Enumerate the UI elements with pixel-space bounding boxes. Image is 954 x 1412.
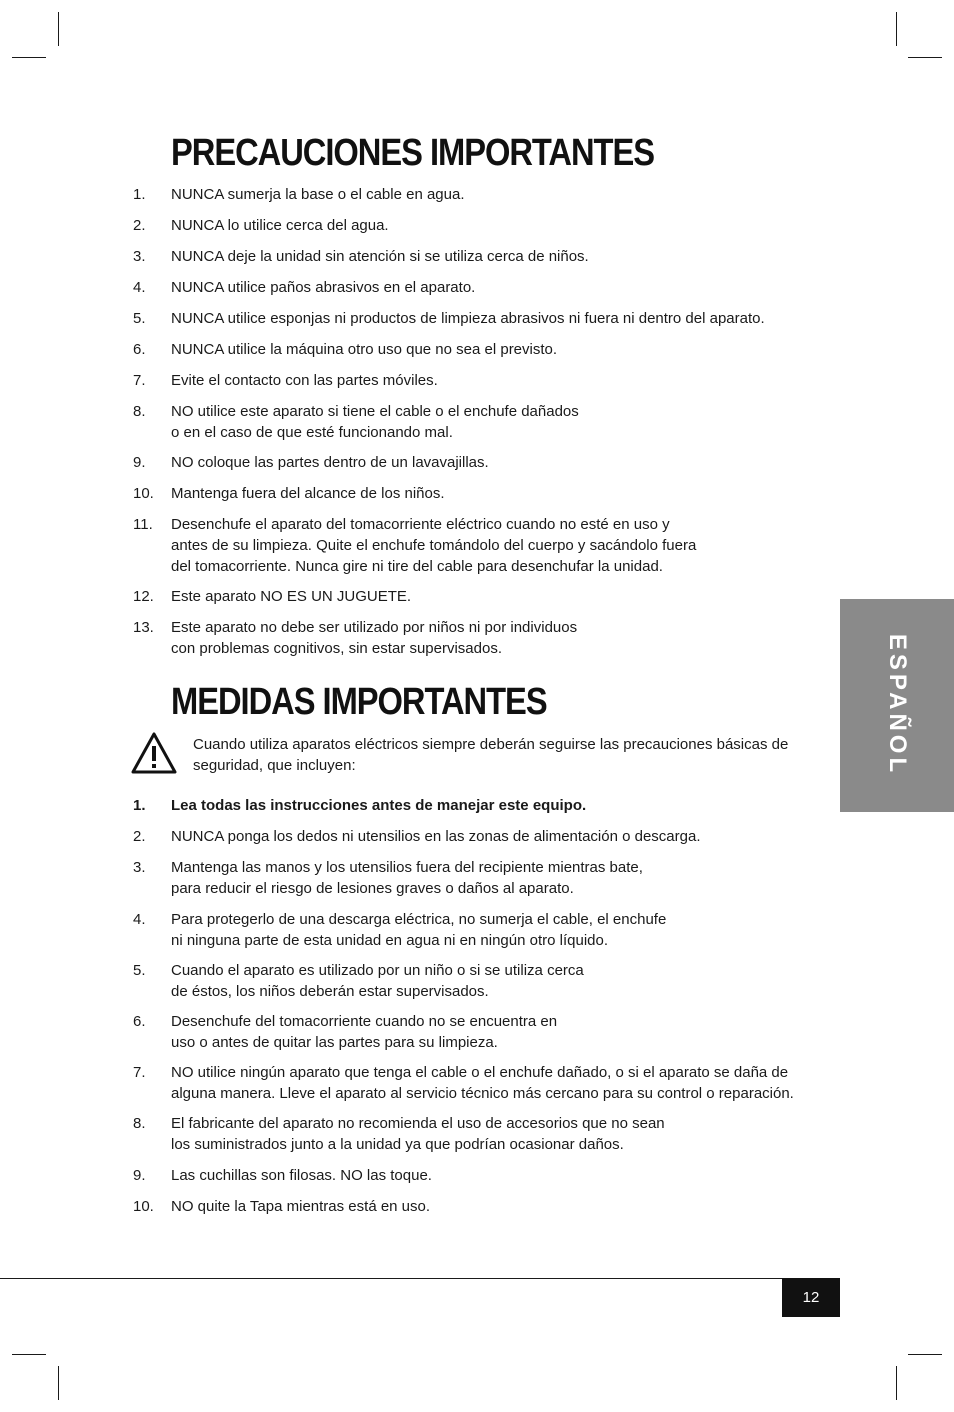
crop-mark xyxy=(12,57,46,58)
crop-mark xyxy=(896,1366,897,1400)
list-item-number: 9. xyxy=(133,1167,146,1184)
precauciones-title: PRECAUCIONES IMPORTANTES xyxy=(171,132,655,174)
list-item-number: 5. xyxy=(133,310,146,327)
list-item-text: Este aparato NO ES UN JUGUETE. xyxy=(171,588,412,605)
language-label: ESPAÑOL xyxy=(884,633,911,777)
list-item-text: Este aparato no debe ser utilizado por niños ni por individuos con problemas cognitivos, sin estar supervisados. xyxy=(171,619,578,657)
list-item-number: 7. xyxy=(133,372,146,389)
list-item-number: 6. xyxy=(133,341,146,358)
list-item-text: NUNCA ponga los dedos ni utensilios en las zonas de alimentación o descarga. xyxy=(171,828,701,845)
list-item-number: 6. xyxy=(133,1013,146,1030)
list-item-number: 7. xyxy=(133,1064,146,1081)
list-item-text: Para protegerlo de una descarga eléctrica, no sumerja el cable, el enchufe ni ninguna parte de esta unidad en agua ni en ningún otro líquido. xyxy=(171,911,667,949)
list-item-number: 4. xyxy=(133,279,146,296)
list-item-number: 1. xyxy=(133,186,146,203)
list-item-number: 8. xyxy=(133,403,146,420)
crop-mark xyxy=(908,1354,942,1355)
list-item-number: 2. xyxy=(133,828,146,845)
list-item-text: NUNCA sumerja la base o el cable en agua. xyxy=(171,186,465,203)
list-item-text: Las cuchillas son filosas. NO las toque. xyxy=(171,1167,432,1184)
crop-mark xyxy=(896,12,897,46)
list-item-text: NUNCA deje la unidad sin atención si se utiliza cerca de niños. xyxy=(171,248,589,265)
list-item-text: NO utilice este aparato si tiene el cable o el enchufe dañados o en el caso de que esté funcionando mal. xyxy=(171,403,579,441)
list-item-number: 8. xyxy=(133,1115,146,1132)
crop-mark xyxy=(12,1354,46,1355)
list-item-number: 9. xyxy=(133,454,146,471)
list-item-text: Lea todas las instrucciones antes de manejar este equipo. xyxy=(171,797,587,814)
list-item-number: 2. xyxy=(133,217,146,234)
crop-mark xyxy=(908,57,942,58)
list-item-text: Mantenga las manos y los utensilios fuera del recipiente mientras bate, para reducir el riesgo de lesiones graves o daños al aparato. xyxy=(171,859,643,897)
list-item-text: NUNCA utilice esponjas ni productos de limpieza abrasivos ni fuera ni dentro del aparato. xyxy=(171,310,765,327)
crop-mark xyxy=(58,1366,59,1400)
list-item-number: 12. xyxy=(133,588,154,605)
list-item-text: El fabricante del aparato no recomienda el uso de accesorios que no sean los suministrados junto a la unidad ya que podrían ocasionar daños. xyxy=(171,1115,665,1153)
list-item-text: Cuando el aparato es utilizado por un niño o si se utiliza cerca de éstos, los niños deberán estar supervisados. xyxy=(171,962,584,1000)
list-item-text: NO coloque las partes dentro de un lavavajillas. xyxy=(171,454,489,471)
list-item-number: 3. xyxy=(133,248,146,265)
page-number: 12 xyxy=(782,1278,840,1317)
list-item-number: 5. xyxy=(133,962,146,979)
footer-rule xyxy=(0,1278,840,1279)
list-item-number: 3. xyxy=(133,859,146,876)
list-item-text: NO utilice ningún aparato que tenga el cable o el enchufe dañado, o si el aparato se daña de alguna manera. Lleve el aparato al servicio técnico más cercano para su control o reparación. xyxy=(171,1064,794,1102)
list-item-number: 11. xyxy=(133,516,153,533)
list-item-number: 1. xyxy=(133,797,146,814)
list-item-text: Mantenga fuera del alcance de los niños. xyxy=(171,485,445,502)
list-item-text: Desenchufe el aparato del tomacorriente eléctrico cuando no esté en uso y antes de su limpieza. Quite el enchufe tomándolo del cuerpo y sacándolo fuera del tomacorriente. Nunca gire ni tire del cable para desenchufar la unidad. xyxy=(171,516,697,575)
medidas-title: MEDIDAS IMPORTANTES xyxy=(171,681,547,723)
list-item-text: Evite el contacto con las partes móviles. xyxy=(171,372,438,389)
list-item-number: 10. xyxy=(133,1198,154,1215)
list-item-number: 4. xyxy=(133,911,146,928)
list-item-text: NUNCA lo utilice cerca del agua. xyxy=(171,217,389,234)
list-item-number: 10. xyxy=(133,485,154,502)
list-item-number: 13. xyxy=(133,619,154,636)
list-item-text: Desenchufe del tomacorriente cuando no se encuentra en uso o antes de quitar las partes para su limpieza. xyxy=(171,1013,558,1051)
list-item-text: NO quite la Tapa mientras está en uso. xyxy=(171,1198,431,1215)
list-item-text: NUNCA utilice paños abrasivos en el aparato. xyxy=(171,279,476,296)
language-tab xyxy=(840,599,954,812)
list-item-text: NUNCA utilice la máquina otro uso que no sea el previsto. xyxy=(171,341,558,358)
warning-triangle-icon xyxy=(131,731,177,775)
warning-text: Cuando utiliza aparatos eléctricos siempre deberán seguirse las precauciones básicas de seguridad, que incluyen: xyxy=(193,736,789,774)
crop-mark xyxy=(58,12,59,46)
